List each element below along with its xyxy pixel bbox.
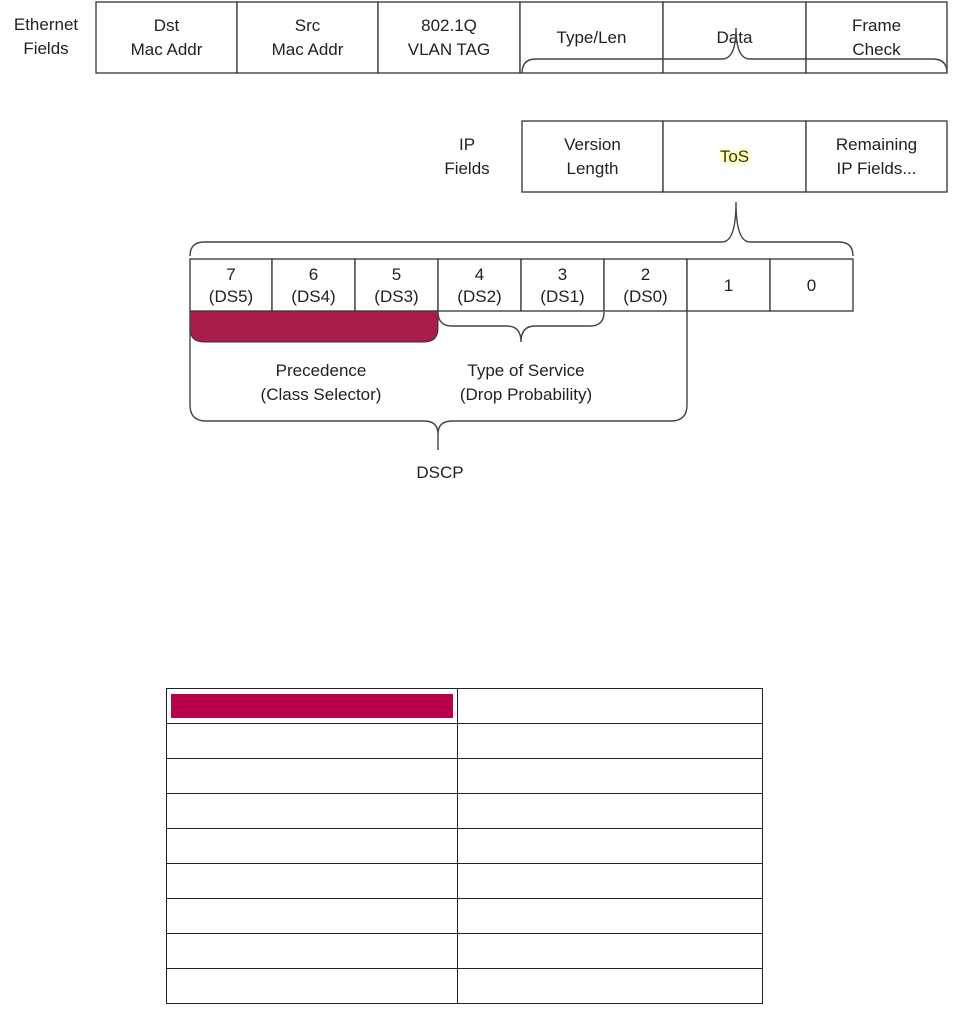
tos-bit-label: 6 [308, 265, 319, 284]
ip-field-label: Remaining [835, 135, 918, 154]
ip-fields-label: Fields [444, 159, 490, 178]
braces [190, 28, 947, 482]
table-row [167, 689, 763, 724]
tos-bit-label: 7 [226, 265, 236, 284]
ip-field-label: Length [566, 159, 619, 178]
tos-bit-label: 3 [557, 265, 568, 284]
table-cell [167, 724, 458, 759]
ethernet-fields-label: Ethernet [13, 15, 79, 34]
table-cell [167, 934, 458, 969]
ethernet-field-label: Check [852, 40, 901, 59]
tos-to-bits-brace [190, 202, 853, 256]
ethernet-field-label: Mac Addr [130, 40, 203, 59]
precedence-table [166, 688, 763, 1004]
table-row [167, 829, 763, 864]
ip-fields-label: IP [458, 135, 476, 154]
table-cell [167, 969, 458, 1004]
tos-bit-label: (DS3) [374, 287, 419, 306]
table-row [167, 864, 763, 899]
ip-header [444, 121, 947, 192]
table-cell [458, 829, 763, 864]
ethernet-field-label: VLAN TAG [407, 40, 491, 59]
ethernet-field-box [806, 2, 947, 73]
tos-field-label: ToS [719, 147, 750, 166]
tos-byte [190, 259, 853, 342]
table-cell [167, 689, 458, 724]
tos-bit-label: (DS0) [623, 287, 668, 306]
table-cell [458, 794, 763, 829]
table-cell [458, 934, 763, 969]
ethernet-field-label: Dst [153, 16, 180, 35]
tos-bit-label: 1 [723, 276, 734, 295]
type-of-service-label: Type of Service [467, 361, 585, 380]
table-cell [167, 899, 458, 934]
table-row [167, 969, 763, 1004]
ethernet-field-label: Src [294, 16, 321, 35]
table-row [167, 899, 763, 934]
ethernet-field-label: Frame [851, 16, 902, 35]
tos-bit-label: (DS1) [540, 287, 585, 306]
ip-field-label: IP Fields... [836, 159, 917, 178]
ethernet-field-label: Data [716, 28, 753, 47]
table-row [167, 934, 763, 969]
table-cell [167, 794, 458, 829]
precedence-label: (Class Selector) [260, 385, 382, 404]
ethernet-field-label: 802.1Q [421, 16, 477, 35]
ethernet-field-box [378, 2, 520, 73]
ethernet-field-label: Mac Addr [271, 40, 344, 59]
ethernet-field-box [237, 2, 378, 73]
table-cell [458, 969, 763, 1004]
tos-bit-label: 2 [640, 265, 651, 284]
ip-field-box [522, 121, 663, 192]
table-cell [458, 759, 763, 794]
table-row [167, 759, 763, 794]
precedence-bar [190, 311, 438, 342]
table-cell [458, 724, 763, 759]
ethernet-frame [14, 2, 947, 73]
table-cell [458, 864, 763, 899]
ethernet-fields-label: Fields [23, 39, 69, 58]
tos-bit-label: (DS4) [291, 287, 336, 306]
precedence-label: Precedence [275, 361, 367, 380]
tos-bit-label: (DS5) [208, 287, 254, 306]
table-cell [167, 864, 458, 899]
tos-bit-label: 4 [474, 265, 485, 284]
tos-bit-label: (DS2) [457, 287, 502, 306]
type-of-service-brace [438, 312, 604, 342]
type-of-service-label: (Drop Probability) [459, 385, 593, 404]
tos-bit-label: 5 [391, 265, 402, 284]
ip-field-box [806, 121, 947, 192]
tos-bit-label: 0 [806, 276, 817, 295]
dscp-label: DSCP [416, 463, 464, 482]
table-highlight-bar [171, 694, 453, 718]
table-cell [167, 759, 458, 794]
table-row [167, 794, 763, 829]
ip-field-label: Version [564, 135, 621, 154]
table-cell [167, 829, 458, 864]
table-row [167, 724, 763, 759]
ethernet-field-box [96, 2, 237, 73]
table-cell [458, 689, 763, 724]
table-cell [458, 899, 763, 934]
ethernet-field-label: Type/Len [556, 28, 627, 47]
